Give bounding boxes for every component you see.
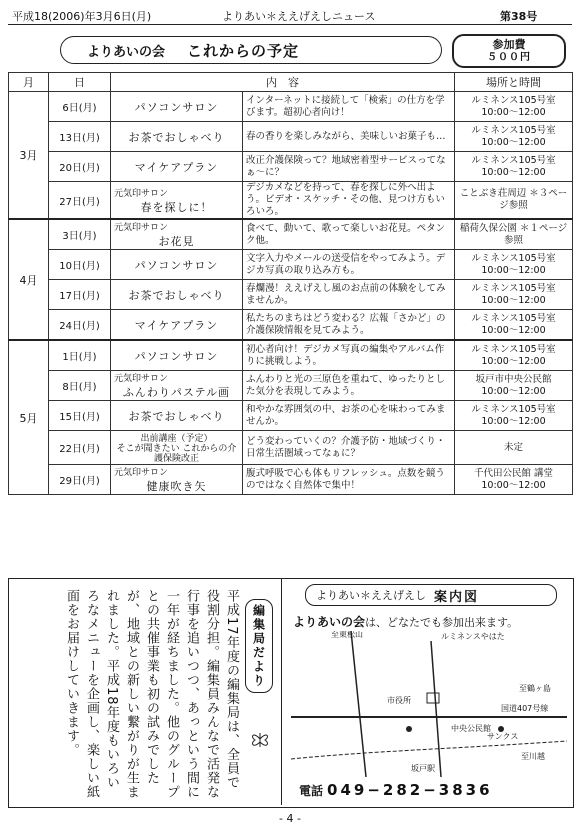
map-road-west — [351, 631, 366, 777]
map-road-center — [431, 641, 441, 777]
event-title: 健康吹き矢 — [146, 480, 207, 493]
table-row — [9, 250, 573, 280]
event-title: お茶でおしゃべり — [128, 288, 225, 302]
event-title: パソコンサロン — [134, 258, 219, 272]
table-row — [9, 310, 573, 341]
header-day: 日 — [49, 73, 111, 92]
event-cell — [111, 219, 243, 250]
event-title: マイケアプラン — [134, 160, 219, 174]
schedule-org: よりあいの会 — [87, 44, 166, 60]
event-title: パソコンサロン — [134, 100, 219, 114]
event-cell — [111, 92, 243, 122]
map-building-icon — [427, 693, 439, 703]
map-label: 至鶴ヶ島 — [519, 684, 551, 693]
map-label: 中央公民館 — [451, 724, 491, 733]
event-subtitle: 元気印サロン — [114, 374, 169, 384]
description-cell: インターネットに接続して「検索」の仕方を学びます。超初心者向け！ — [243, 92, 455, 122]
table-row — [9, 371, 573, 401]
editorial-label: 編集局だより — [245, 599, 273, 693]
issue-date: 平成18(2006)年3月6日(月) — [12, 10, 152, 23]
event-subtitle: 元気印サロン — [114, 223, 169, 233]
description-cell: 食べて、動いて、歌って楽しいお花見。ペタンク他。 — [243, 219, 455, 250]
header-place: 場所と時間 — [455, 73, 573, 92]
day-cell: 22日(月) — [49, 431, 111, 465]
day-cell: 29日(月) — [49, 465, 111, 495]
map-label: 国道407号線 — [501, 704, 549, 713]
table-row — [9, 152, 573, 182]
place-cell: ルミネンス105号室 10:00〜12:00 — [455, 122, 573, 152]
day-cell: 6日(月) — [49, 92, 111, 122]
description-cell: どう変わっていくの？介護予防・地域づくり・日常生活圏域ってなぁに？ — [243, 431, 455, 465]
place-cell: ルミネンス105号室 10:00〜12:00 — [455, 92, 573, 122]
event-title: お花見 — [158, 235, 195, 248]
guide-line — [293, 613, 518, 630]
event-subtitle: 元気印サロン — [114, 188, 169, 199]
event-cell — [111, 431, 243, 465]
day-cell: 8日(月) — [49, 371, 111, 401]
header-rule — [8, 24, 572, 25]
place-cell: ルミネンス105号室 10:00〜12:00 — [455, 310, 573, 341]
map-label: 至川越 — [521, 752, 545, 761]
map-label: 市役所 — [387, 696, 411, 705]
table-row — [9, 340, 573, 371]
event-title: お茶でおしゃべり — [128, 130, 225, 144]
event-title: パソコンサロン — [134, 349, 219, 363]
place-cell: ルミネンス105号室 10:00〜12:00 — [455, 401, 573, 431]
header-content: 内 容 — [111, 73, 455, 92]
place-cell: 千代田公民館 講堂 10:00〜12:00 — [455, 465, 573, 495]
page-number: - 4 - — [279, 812, 301, 825]
description-cell: 春の香りを楽しみながら、美味しいお菓子も… — [243, 122, 455, 152]
place-cell: 稲荷久保公園 ＊１ページ参照 — [455, 219, 573, 250]
event-cell — [111, 280, 243, 310]
event-cell — [111, 465, 243, 495]
event-cell — [111, 340, 243, 371]
fee-badge — [452, 34, 566, 68]
month-cell: 5月 — [9, 340, 49, 495]
description-cell: 初心者向け！デジカメ写真の編集やアルバム作りに挑戦しよう。 — [243, 340, 455, 371]
description-cell: 改正介護保険って？地域密着型サービスってなぁ〜に？ — [243, 152, 455, 182]
editorial-body: 平成17年度の編集局は、全員で役割分担。編集員みんなで活発な行事を追いつつ、あっという間に一年が経ちました。他のグループとの共催事業も初の試みでしたが、地域との新しい繋がりが生まれました。平成18年度もいろいろなメニューを企画し、楽しい紙面をお届けしていきます。 — [64, 589, 239, 799]
day-cell: 13日(月) — [49, 122, 111, 152]
place-cell: ことぶき荘周辺 ＊３ページ参照 — [455, 182, 573, 220]
event-cell — [111, 401, 243, 431]
day-cell: 10日(月) — [49, 250, 111, 280]
day-cell: 15日(月) — [49, 401, 111, 431]
header-month: 月 — [9, 73, 49, 92]
description-cell: 私たちのまちはどう変わる？広報「さかど」の介護保険情報を見てみよう。 — [243, 310, 455, 341]
butterfly-icon — [249, 729, 271, 751]
panel-divider — [281, 579, 282, 805]
bottom-panel — [8, 578, 574, 808]
map-marker-icon — [406, 726, 412, 732]
table-row — [9, 465, 573, 495]
phone-digits: 049−282−3836 — [327, 781, 493, 799]
day-cell: 1日(月) — [49, 340, 111, 371]
place-cell: ルミネンス105号室 10:00〜12:00 — [455, 152, 573, 182]
phone-label: 電話 — [299, 784, 324, 798]
schedule-heading: これからの予定 — [187, 41, 300, 60]
fee-amount: ５００円 — [487, 52, 531, 63]
day-cell: 3日(月) — [49, 219, 111, 250]
event-cell — [111, 371, 243, 401]
newsletter-name: よりあい＊ええげえしニュース — [222, 10, 376, 23]
day-cell: 27日(月) — [49, 182, 111, 220]
guide-title-pre: よりあい＊ええげえし — [316, 589, 426, 602]
description-cell: 文字入力やメールの送受信をやってみよう。デジカ写真の取り込み方も。 — [243, 250, 455, 280]
table-row — [9, 122, 573, 152]
description-cell: 春爛漫！ええげえし風のお点前の体験をしてみませんか。 — [243, 280, 455, 310]
place-cell: 坂戸市中央公民館 10:00〜12:00 — [455, 371, 573, 401]
table-header-row — [9, 73, 573, 92]
map-label: ルミネンスやはた — [441, 632, 505, 641]
event-title: ふんわりパステル画 — [122, 386, 231, 399]
guide-title — [305, 584, 557, 606]
place-cell: ルミネンス105号室 10:00〜12:00 — [455, 280, 573, 310]
description-cell: ふんわりと光の三原色を重ねて、ゆったりとした気分を表現してみよう。 — [243, 371, 455, 401]
day-cell: 24日(月) — [49, 310, 111, 341]
event-subtitle: 元気印サロン — [114, 468, 169, 478]
day-cell: 20日(月) — [49, 152, 111, 182]
event-cell — [111, 182, 243, 220]
table-row — [9, 182, 573, 220]
description-cell: 和やかな雰囲気の中、お茶の心を味わってみませんか。 — [243, 401, 455, 431]
schedule-title — [60, 36, 442, 64]
map-label: 坂戸駅 — [411, 764, 435, 773]
guide-title-main: 案内図 — [434, 589, 480, 605]
table-row — [9, 219, 573, 250]
schedule-table — [8, 72, 573, 495]
map-label: サンクス — [487, 732, 519, 741]
access-map — [291, 631, 567, 777]
issue-number: 第38号 — [500, 10, 538, 23]
map-label: 至東松山 — [331, 631, 363, 639]
table-row — [9, 431, 573, 465]
phone-number — [299, 781, 497, 799]
guide-invite: は、どなたでも参加出来ます。 — [365, 616, 519, 629]
description-cell: デジカメなどを持って、春を探しに外へ出よう。ビデオ・スケッチ・その他、見つけ方もいろいろ。 — [243, 182, 455, 220]
event-title: そこが聞きたい これからの介護保険改正 — [116, 444, 237, 464]
event-title: お茶でおしゃべり — [128, 409, 225, 423]
description-cell: 腹式呼吸で心も体もリフレッシュ。点数を競うのではなく自然体で集中！ — [243, 465, 455, 495]
event-title: マイケアプラン — [134, 318, 219, 332]
event-cell — [111, 152, 243, 182]
guide-org: よりあいの会 — [293, 615, 366, 629]
event-cell — [111, 250, 243, 280]
place-cell: ルミネンス105号室 10:00〜12:00 — [455, 340, 573, 371]
month-cell: 3月 — [9, 92, 49, 220]
place-cell: ルミネンス105号室 10:00〜12:00 — [455, 250, 573, 280]
event-title: 春を探しに！ — [140, 200, 213, 214]
event-cell — [111, 310, 243, 341]
table-row — [9, 280, 573, 310]
place-cell: 未定 — [455, 431, 573, 465]
table-row — [9, 401, 573, 431]
event-cell — [111, 122, 243, 152]
fee-label: 参加費 — [492, 38, 526, 51]
day-cell: 17日(月) — [49, 280, 111, 310]
month-cell: 4月 — [9, 219, 49, 340]
table-row — [9, 92, 573, 122]
event-subtitle: 出前講座（予定） — [140, 434, 213, 444]
